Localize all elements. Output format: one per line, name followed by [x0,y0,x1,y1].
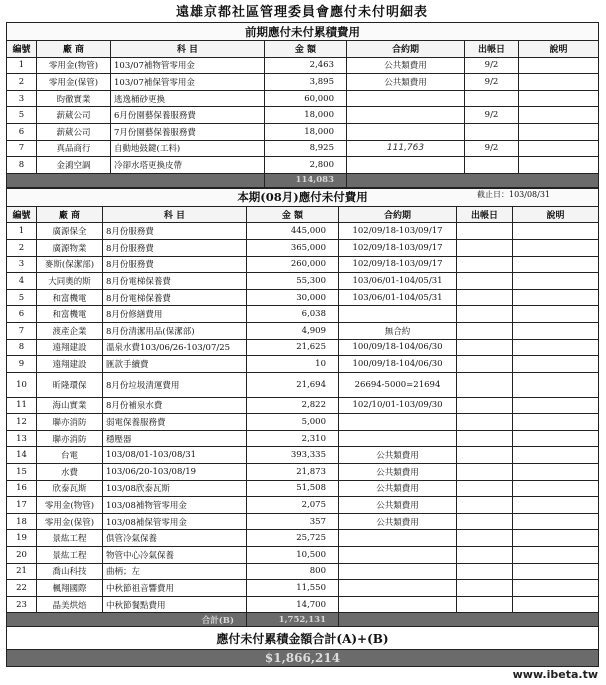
grand-total-label-row [7,627,599,650]
row-item: 8月份服務費 [103,239,247,256]
table-row [7,480,599,497]
row-vendor: 金鴻空調 [37,157,111,174]
col-header-contract: 合約期 [339,206,457,223]
row-note [513,289,599,306]
section1-body [7,57,599,173]
row-date [465,157,519,174]
row-vendor: 廣源保全 [37,223,103,240]
table-row [7,57,599,74]
row-item: 穩壓器 [103,430,247,447]
row-date [457,289,513,306]
row-item: 8月份補泉水費 [103,397,247,414]
row-contract: 公共類費用 [339,464,457,481]
row-vendor: 聯亦消防 [37,414,103,431]
row-contract: 103/06/01-104/05/31 [339,273,457,290]
row-item: 自動地鼓鍵(工料) [111,140,265,157]
row-item: 中秋節祖音響費用 [103,580,247,597]
row-item: 俱管冷氣保養 [103,530,247,547]
row-amount: 2,800 [265,157,347,174]
row-vendor: 和富機電 [37,289,103,306]
row-contract [339,596,457,613]
row-no: 6 [7,123,37,140]
row-note [519,107,599,124]
row-contract [339,563,457,580]
row-date: 9/2 [465,57,519,74]
table-row [7,322,599,339]
row-contract: 102/09/18-103/09/17 [339,223,457,240]
row-note [513,530,599,547]
row-vendor: 台電 [37,447,103,464]
row-no: 20 [7,547,37,564]
row-amount: 800 [247,563,339,580]
row-amount: 393,335 [247,447,339,464]
row-amount: 25,725 [247,530,339,547]
row-amount: 55,300 [247,273,339,290]
row-no: 8 [7,339,37,356]
col-header-vendor: 廠 商 [37,206,103,223]
section2-header-row [7,206,599,223]
row-contract: 公共類費用 [347,74,465,91]
table-row [7,372,599,397]
row-vendor: 零用金(保管) [37,513,103,530]
row-contract: 100/09/18-104/06/30 [339,339,457,356]
row-date [457,547,513,564]
row-date: 9/2 [465,140,519,157]
row-note [513,447,599,464]
row-note [513,223,599,240]
row-amount: 11,550 [247,580,339,597]
row-note [513,306,599,323]
row-note [513,497,599,514]
row-item: 103/07補保管零用金 [111,74,265,91]
row-item: 103/08補保管零用金 [103,513,247,530]
row-note [513,430,599,447]
row-vendor: 海山實業 [37,397,103,414]
row-item: 8月份電梯保養費 [103,273,247,290]
row-vendor: 楓翔國際 [37,580,103,597]
col-header-amount: 金 額 [247,206,339,223]
table-row [7,123,599,140]
row-no: 17 [7,497,37,514]
row-vendor: 景紘工程 [37,547,103,564]
row-date [457,372,513,397]
row-note [513,339,599,356]
section2-table [6,188,599,668]
row-item: 8月份電梯保養費 [103,289,247,306]
row-note [513,239,599,256]
row-no: 19 [7,530,37,547]
row-amount: 357 [247,513,339,530]
row-vendor: 薪葳公司 [37,107,111,124]
row-vendor: 真品商行 [37,140,111,157]
row-no: 5 [7,289,37,306]
table-row [7,273,599,290]
row-note [513,580,599,597]
section1-header-row [7,41,599,58]
table-row [7,464,599,481]
row-note [519,74,599,91]
row-date [457,223,513,240]
report-page [6,4,598,667]
row-note [519,123,599,140]
row-item: 溫泉水費103/06/26-103/07/25 [103,339,247,356]
row-note [513,596,599,613]
row-date [457,580,513,597]
table-row [7,306,599,323]
row-amount: 445,000 [247,223,339,240]
row-item: 103/06/20-103/08/19 [103,464,247,481]
row-no: 12 [7,414,37,431]
row-date [457,464,513,481]
row-item: 103/08/01-103/08/31 [103,447,247,464]
row-note [513,356,599,373]
row-item: 中秋節餐點費用 [103,596,247,613]
row-no: 9 [7,356,37,373]
row-no: 1 [7,57,37,74]
row-item: 匯款手續費 [103,356,247,373]
table-row [7,289,599,306]
row-contract [339,430,457,447]
row-date [457,430,513,447]
row-vendor: 薪葳公司 [37,123,111,140]
row-item: 7月份園藝保養服務費 [111,123,265,140]
row-date [457,273,513,290]
row-note [513,414,599,431]
table-row [7,90,599,107]
table-row [7,530,599,547]
row-amount: 6,038 [247,306,339,323]
row-date [457,530,513,547]
row-contract: 公共類費用 [339,513,457,530]
row-amount: 10,500 [247,547,339,564]
row-contract [339,306,457,323]
table-row [7,140,599,157]
row-item: 物管中心冷氣保養 [103,547,247,564]
row-no: 10 [7,372,37,397]
row-amount: 2,310 [247,430,339,447]
row-amount: 365,000 [247,239,339,256]
grand-total-value: $1,866,214 [7,650,599,667]
row-no: 3 [7,90,37,107]
row-vendor: 廣源物業 [37,239,103,256]
row-contract: 26694-5000=21694 [339,372,457,397]
row-contract: 公共類費用 [339,480,457,497]
section2-subtotal-label: 合計(B) [7,613,247,627]
row-item: 103/07補物管零用金 [111,57,265,74]
row-item: 8月份垃圾清運費用 [103,372,247,397]
row-vendor: 零用金(保管) [37,74,111,91]
row-date [457,563,513,580]
row-contract [339,414,457,431]
row-no: 16 [7,480,37,497]
table-row [7,430,599,447]
row-vendor: 晶美烘焙 [37,596,103,613]
table-row [7,107,599,124]
row-date [457,596,513,613]
row-vendor: 和富機電 [37,306,103,323]
row-date [465,90,519,107]
row-amount: 5,000 [247,414,339,431]
row-item: 103/08欣泰瓦斯 [103,480,247,497]
section1-heading: 前期應付未付累積費用 [7,23,599,41]
row-amount: 4,909 [247,322,339,339]
watermark: www.ibeta.tw [512,668,598,681]
row-no: 2 [7,74,37,91]
table-row [7,580,599,597]
row-note [513,322,599,339]
row-note [513,513,599,530]
row-contract: 102/09/18-103/09/17 [339,256,457,273]
row-amount: 8,925 [265,140,347,157]
row-amount: 18,000 [265,123,347,140]
col-header-item: 科 目 [111,41,265,58]
section2-heading: 本期(08月)應付未付費用 [237,190,368,205]
row-no: 2 [7,239,37,256]
row-vendor: 水費 [37,464,103,481]
col-header-vendor: 廠 商 [37,41,111,58]
col-header-date: 出帳日 [465,41,519,58]
row-contract [339,547,457,564]
row-amount: 3,895 [265,74,347,91]
row-vendor: 渡產企業 [37,322,103,339]
row-date [457,497,513,514]
section1-table [6,22,599,188]
row-item: 8月份清潔用品(保潔部) [103,322,247,339]
row-item: 6月份園藝保養服務費 [111,107,265,124]
row-date [457,447,513,464]
table-row [7,157,599,174]
row-contract: 公共類費用 [339,447,457,464]
row-note [513,256,599,273]
col-header-note: 說明 [513,206,599,223]
col-header-no: 編號 [7,41,37,58]
row-amount: 21,625 [247,339,339,356]
row-no: 22 [7,580,37,597]
row-note [513,273,599,290]
row-no: 5 [7,107,37,124]
row-contract: 100/09/18-104/06/30 [339,356,457,373]
row-vendor: 麥斯(保潔部) [37,256,103,273]
row-contract [339,530,457,547]
row-amount: 51,508 [247,480,339,497]
section2-subtotal-row [7,613,599,627]
row-vendor: 景紘工程 [37,530,103,547]
row-item: 曲柄；左 [103,563,247,580]
row-amount: 30,000 [247,289,339,306]
row-date [457,339,513,356]
row-contract: 102/10/01-103/09/30 [339,397,457,414]
row-vendor: 零用金(物管) [37,497,103,514]
row-note [513,397,599,414]
row-note [513,464,599,481]
table-row [7,414,599,431]
row-no: 6 [7,306,37,323]
row-vendor: 大同奧的斯 [37,273,103,290]
row-no: 13 [7,430,37,447]
table-row [7,397,599,414]
row-no: 1 [7,223,37,240]
row-vendor: 昀徹實業 [37,90,111,107]
section2-subtotal: 1,752,131 [247,613,339,627]
col-header-note: 說明 [519,41,599,58]
row-amount: 10 [247,356,339,373]
table-row [7,223,599,240]
col-header-amount: 金 額 [265,41,347,58]
row-date [465,123,519,140]
row-no: 8 [7,157,37,174]
table-row [7,513,599,530]
row-note [519,57,599,74]
row-contract: 公共類費用 [339,497,457,514]
row-amount: 2,075 [247,497,339,514]
grand-total-label: 應付未付累積金額合計(A)+(B) [7,627,599,650]
row-date [457,513,513,530]
row-no: 21 [7,563,37,580]
table-row [7,74,599,91]
row-date: 9/2 [465,107,519,124]
row-no: 15 [7,464,37,481]
row-date [457,239,513,256]
row-date [457,480,513,497]
col-header-item: 科 目 [103,206,247,223]
row-contract: 無合約 [339,322,457,339]
row-date [457,322,513,339]
section1-subtotal-row [7,173,599,187]
table-row [7,239,599,256]
row-amount: 2,463 [265,57,347,74]
row-note [513,372,599,397]
row-amount: 21,873 [247,464,339,481]
row-date [457,306,513,323]
section1-subtotal: 114,083 [265,173,347,187]
row-date [457,356,513,373]
table-row [7,596,599,613]
row-item: 8月份服務費 [103,223,247,240]
row-vendor: 遠翔建設 [37,356,103,373]
row-date [457,397,513,414]
row-item: 8月份服務費 [103,256,247,273]
grand-total-value-row [7,650,599,667]
row-no: 4 [7,273,37,290]
row-no: 3 [7,256,37,273]
report-title: 遠雄京都社區管理委員會應付未付明細表 [175,5,428,20]
row-date [457,414,513,431]
row-contract [347,157,465,174]
row-vendor: 昕隆環保 [37,372,103,397]
row-vendor: 聯亦消防 [37,430,103,447]
section2-body [7,223,599,613]
row-no: 18 [7,513,37,530]
row-item: 逃逸桶砂更換 [111,90,265,107]
row-note [513,480,599,497]
as-of-date: 截止日：103/08/31 [476,190,551,200]
row-contract [347,90,465,107]
row-note [519,157,599,174]
table-row [7,563,599,580]
row-note [519,140,599,157]
table-row [7,447,599,464]
row-vendor: 零用金(物管) [37,57,111,74]
row-amount: 14,700 [247,596,339,613]
row-amount: 260,000 [247,256,339,273]
table-row [7,547,599,564]
handwritten-note: 111,763 [386,143,425,154]
row-item: 弱電保養服務費 [103,414,247,431]
row-amount: 18,000 [265,107,347,124]
row-vendor: 遠翔建設 [37,339,103,356]
row-note [513,547,599,564]
table-row [7,356,599,373]
row-amount: 21,694 [247,372,339,397]
row-contract [347,123,465,140]
row-contract: 公共類費用 [347,57,465,74]
row-vendor: 喬山科技 [37,563,103,580]
row-no: 14 [7,447,37,464]
row-no: 23 [7,596,37,613]
row-item: 冷卻水塔更換皮帶 [111,157,265,174]
row-note [513,563,599,580]
row-contract: 103/06/01-104/05/31 [339,289,457,306]
row-no: 11 [7,397,37,414]
row-date [457,256,513,273]
row-item: 103/08補物管零用金 [103,497,247,514]
table-row [7,256,599,273]
table-row [7,497,599,514]
row-contract [339,580,457,597]
section2-heading-cell [7,188,599,206]
row-amount: 60,000 [265,90,347,107]
table-row [7,339,599,356]
row-vendor: 欣泰瓦斯 [37,480,103,497]
row-contract: 102/09/18-103/09/17 [339,239,457,256]
row-no: 7 [7,140,37,157]
row-no: 7 [7,322,37,339]
row-contract [347,140,465,157]
col-header-no: 編號 [7,206,37,223]
row-amount: 2,822 [247,397,339,414]
row-contract [347,107,465,124]
row-date: 9/2 [465,74,519,91]
row-note [519,90,599,107]
row-item: 8月份修繕費用 [103,306,247,323]
col-header-contract: 合約期 [347,41,465,58]
col-header-date: 出帳日 [457,206,513,223]
